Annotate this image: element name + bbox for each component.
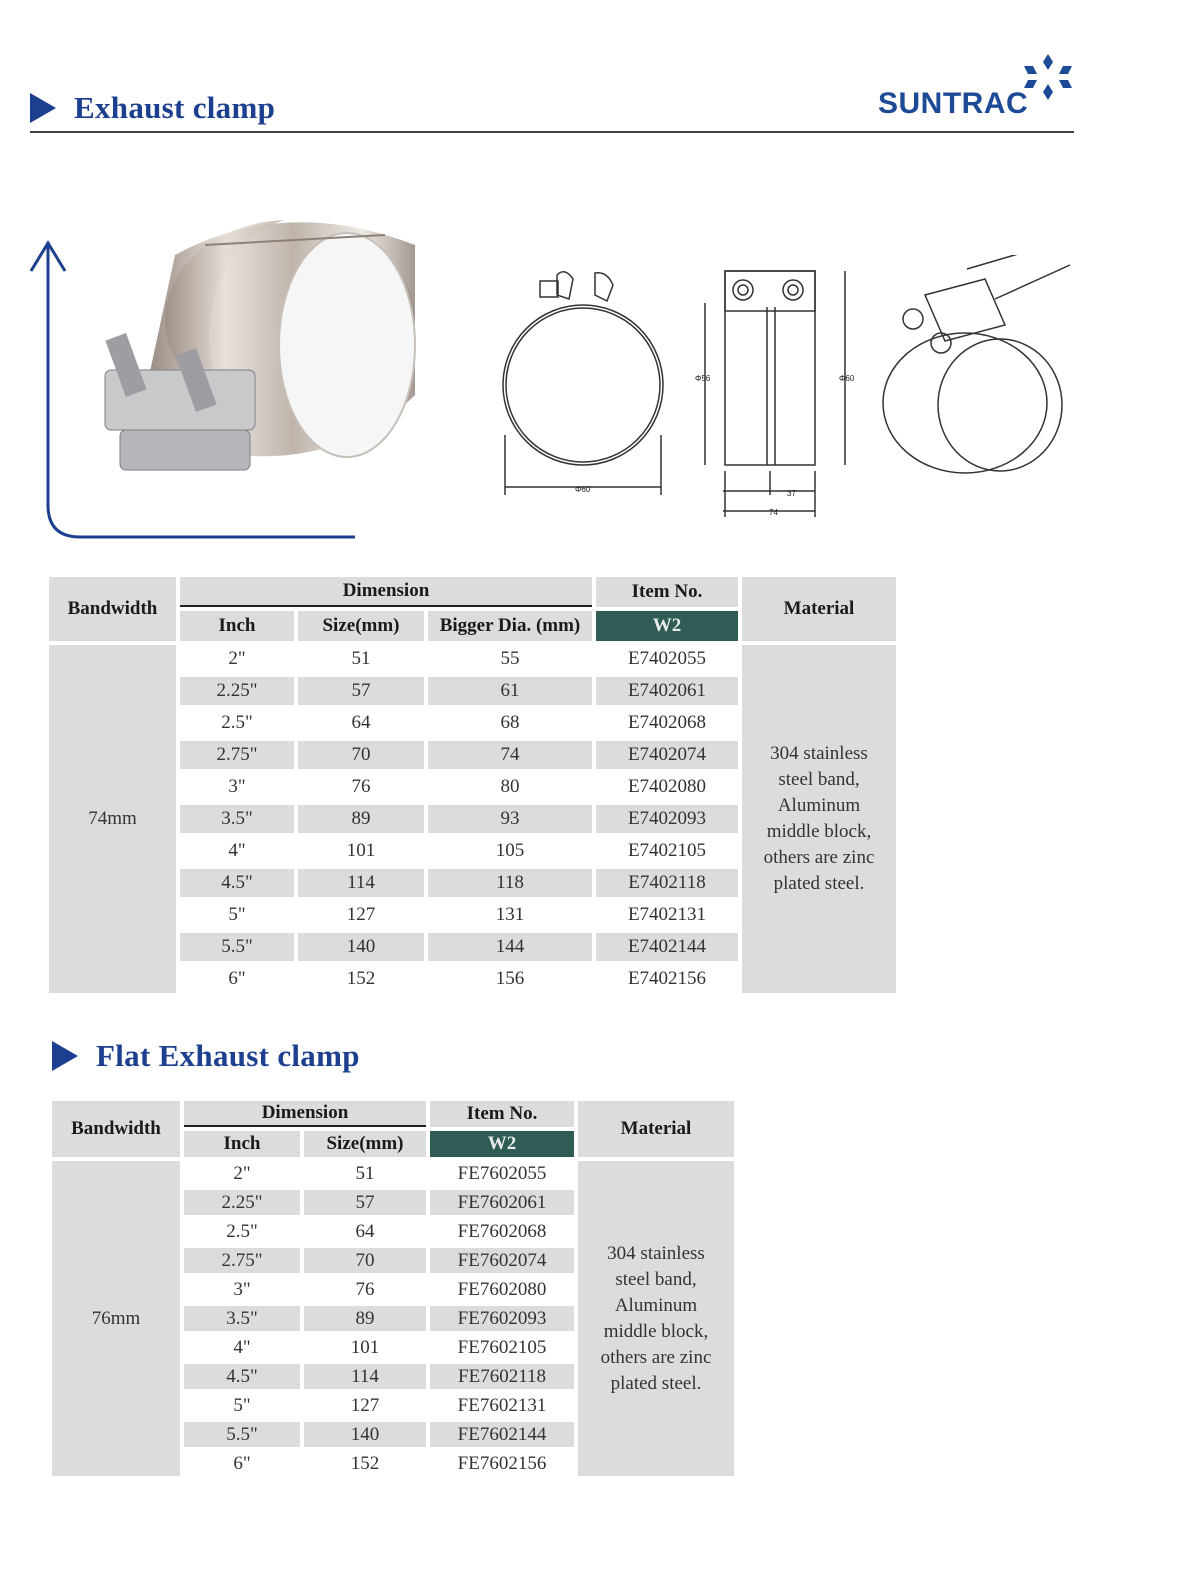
cell-size: 140 (304, 1422, 426, 1447)
cell-item: FE7602105 (457, 1336, 547, 1358)
table-row (49, 645, 896, 673)
inch-header: Inch (180, 611, 294, 641)
material-line: 304 stainless (770, 743, 868, 764)
cell-size: 51 (351, 648, 371, 669)
cell-inch: 2" (228, 648, 246, 669)
cell-item: E7402055 (627, 648, 707, 669)
dim-front-width: Φ60 (575, 485, 591, 494)
cell-dia: 80 (500, 776, 520, 797)
cell-size: 64 (355, 1220, 375, 1242)
material-line: Aluminum (614, 1294, 698, 1316)
size-header: Size(mm) (298, 611, 424, 641)
cell-item: FE7602080 (457, 1278, 547, 1300)
exhaust-clamp-table (45, 573, 900, 997)
cell-item: FE7602144 (430, 1422, 574, 1447)
cell-size: 51 (355, 1162, 375, 1184)
bandwidth-header: Bandwidth (49, 577, 176, 641)
cell-size: 89 (304, 1306, 426, 1331)
material-line: 304 stainless (607, 1242, 705, 1264)
cell-item: FE7602118 (430, 1364, 574, 1389)
cell-item: FE7602068 (457, 1220, 547, 1242)
material-line: steel band, (778, 769, 860, 790)
material-line: plated steel. (610, 1372, 702, 1394)
cell-size: 101 (350, 1336, 380, 1358)
cell-item: E7402068 (627, 712, 707, 733)
cell-size: 127 (346, 904, 376, 925)
cell-inch: 2.5" (226, 1220, 258, 1242)
cell-size: 64 (351, 712, 371, 733)
play-triangle-icon (52, 1041, 78, 1071)
cell-inch: 3.5" (180, 805, 294, 833)
cell-size: 76 (355, 1278, 375, 1300)
cell-inch: 5.5" (180, 933, 294, 961)
cell-inch: 2.25" (180, 677, 294, 705)
dim-side-inner: Φ56 (695, 374, 711, 383)
cell-size: 101 (346, 840, 376, 861)
material-line: plated steel. (773, 873, 865, 894)
cell-dia: 93 (428, 805, 592, 833)
cell-dia: 74 (428, 741, 592, 769)
cell-dia: 105 (495, 840, 525, 861)
cell-item: E7402131 (627, 904, 707, 925)
technical-drawing (495, 255, 1095, 525)
cell-size: 76 (351, 776, 371, 797)
cell-size: 114 (304, 1364, 426, 1389)
section-header-exhaust-clamp (30, 90, 275, 126)
cell-inch: 2.75" (180, 741, 294, 769)
cell-inch: 5.5" (184, 1422, 300, 1447)
cell-size: 127 (350, 1394, 380, 1416)
table-row (52, 1161, 734, 1186)
bandwidth-value: 76mm (52, 1161, 180, 1476)
cell-inch: 4" (233, 1336, 251, 1358)
cell-item: FE7602061 (430, 1190, 574, 1215)
cell-dia: 68 (500, 712, 520, 733)
material-header: Material (578, 1101, 734, 1157)
material-line: steel band, (615, 1268, 697, 1290)
flat-exhaust-clamp-table (48, 1097, 738, 1480)
cell-dia: 131 (495, 904, 525, 925)
suntrac-logo (878, 52, 1078, 124)
play-triangle-icon (30, 93, 56, 123)
section-header-flat-exhaust-clamp (52, 1038, 360, 1074)
cell-item: FE7602055 (457, 1162, 547, 1184)
dim-half-width: 37 (787, 489, 796, 498)
logo-text: SUNTRAC (878, 87, 1029, 120)
cell-item: E7402156 (627, 968, 707, 989)
cell-size: 70 (304, 1248, 426, 1273)
cell-inch: 5" (233, 1394, 251, 1416)
cell-inch: 2" (233, 1162, 251, 1184)
material-line: Aluminum (777, 795, 861, 816)
cell-item: E7402074 (596, 741, 738, 769)
header-divider (30, 131, 1074, 133)
section-title: Exhaust clamp (74, 90, 276, 125)
cell-size: 140 (298, 933, 424, 961)
dim-total-width: 74 (769, 508, 778, 517)
inch-header: Inch (184, 1131, 300, 1157)
cell-item: E7402093 (596, 805, 738, 833)
w2-header: W2 (430, 1131, 574, 1157)
cell-inch: 3" (228, 776, 246, 797)
cell-item: FE7602093 (430, 1306, 574, 1331)
bigger-dia-header: Bigger Dia. (mm) (428, 611, 592, 641)
material-line: middle block, (603, 1320, 709, 1342)
dimension-header: Dimension (180, 577, 592, 607)
size-header: Size(mm) (304, 1131, 426, 1157)
material-value (742, 645, 896, 993)
cell-dia: 118 (428, 869, 592, 897)
section-title: Flat Exhaust clamp (96, 1038, 360, 1073)
cell-item: E7402144 (596, 933, 738, 961)
material-value (578, 1161, 734, 1476)
cell-inch: 3.5" (184, 1306, 300, 1331)
cell-size: 89 (298, 805, 424, 833)
item-no-header: Item No. (596, 577, 738, 607)
cell-inch: 2.25" (184, 1190, 300, 1215)
cell-item: FE7602131 (457, 1394, 547, 1416)
material-line: others are zinc (600, 1346, 712, 1368)
material-line: others are zinc (763, 847, 875, 868)
cell-item: E7402080 (627, 776, 707, 797)
cell-size: 152 (350, 1452, 380, 1474)
cell-item: FE7602074 (430, 1248, 574, 1273)
bandwidth-value: 74mm (49, 645, 176, 993)
cell-size: 70 (298, 741, 424, 769)
clamp-photo (85, 195, 425, 505)
cell-inch: 4" (228, 840, 246, 861)
w2-header: W2 (596, 611, 738, 641)
cell-item: E7402118 (596, 869, 738, 897)
cell-inch: 3" (233, 1278, 251, 1300)
cell-inch: 2.75" (184, 1248, 300, 1273)
cell-item: E7402061 (596, 677, 738, 705)
dim-side-outer: Φ60 (839, 374, 855, 383)
cell-size: 57 (298, 677, 424, 705)
cell-inch: 5" (228, 904, 246, 925)
cell-dia: 156 (495, 968, 525, 989)
cell-dia: 61 (428, 677, 592, 705)
cell-inch: 6" (233, 1452, 251, 1474)
bandwidth-header: Bandwidth (52, 1101, 180, 1157)
cell-inch: 2.5" (221, 712, 253, 733)
cell-size: 114 (298, 869, 424, 897)
cell-item: E7402105 (627, 840, 707, 861)
material-header: Material (742, 577, 896, 641)
cell-dia: 55 (500, 648, 520, 669)
cell-inch: 6" (228, 968, 246, 989)
material-line: middle block, (766, 821, 872, 842)
item-no-header: Item No. (430, 1101, 574, 1127)
cell-size: 152 (346, 968, 376, 989)
cell-inch: 4.5" (184, 1364, 300, 1389)
cell-size: 57 (304, 1190, 426, 1215)
dimension-header: Dimension (184, 1101, 426, 1127)
cell-dia: 144 (428, 933, 592, 961)
cell-item: FE7602156 (457, 1452, 547, 1474)
cell-inch: 4.5" (180, 869, 294, 897)
